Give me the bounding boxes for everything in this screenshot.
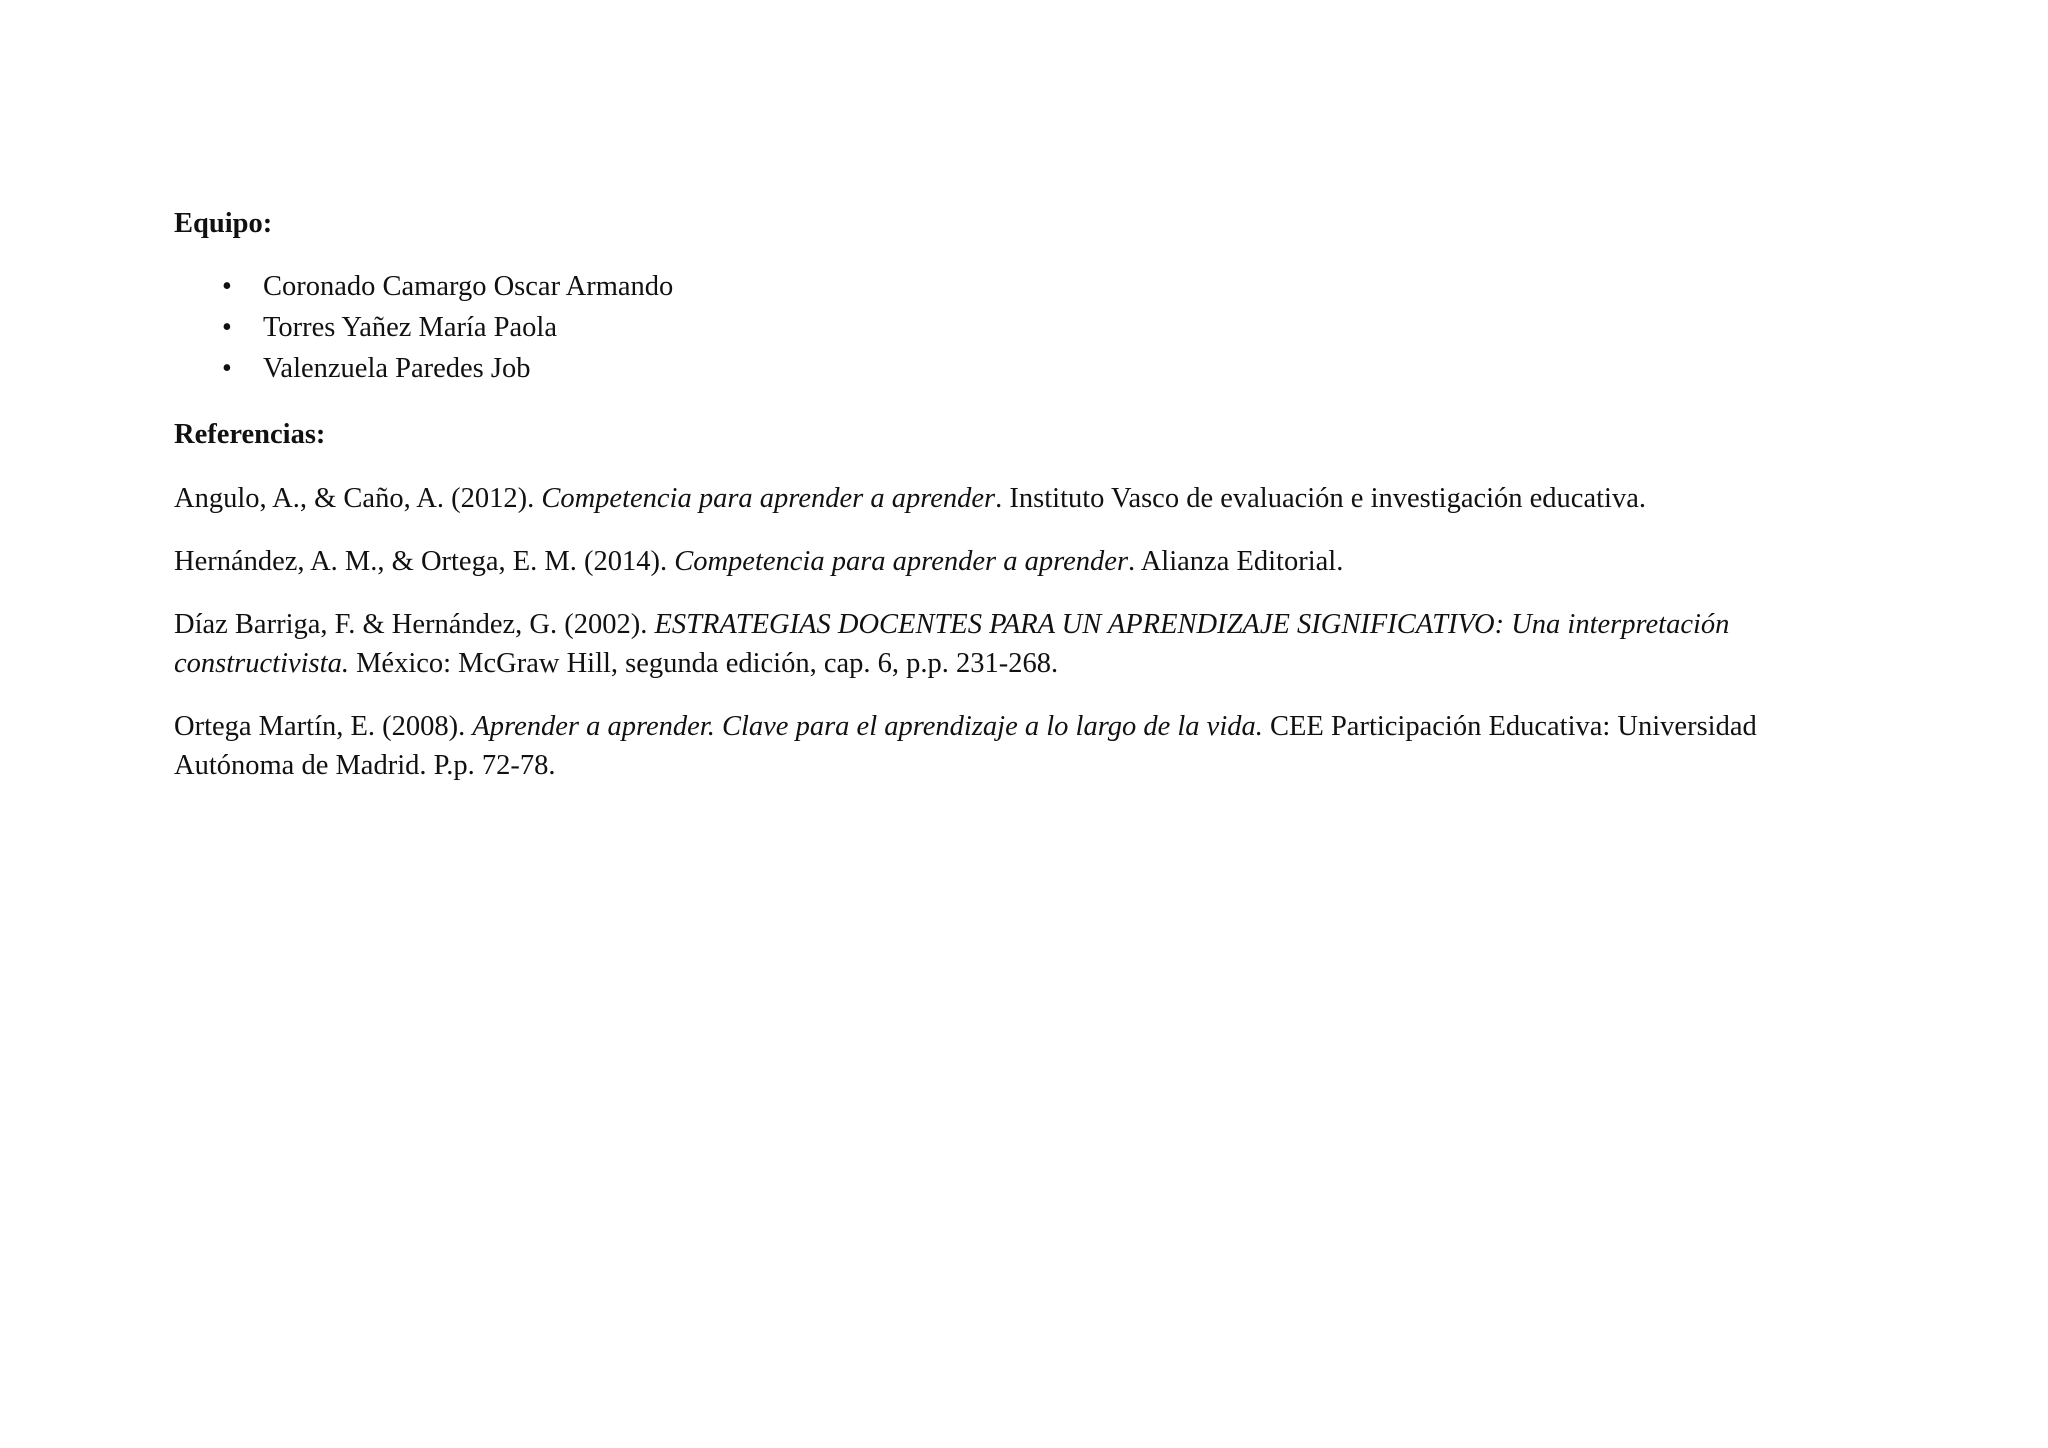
team-member-name: Valenzuela Paredes Job bbox=[263, 353, 531, 384]
bullet-icon: • bbox=[222, 271, 232, 302]
bullet-icon: • bbox=[222, 312, 232, 343]
reference-title: Competencia para aprender a aprender bbox=[674, 546, 1129, 577]
reference-entry bbox=[174, 707, 1874, 785]
list-item bbox=[174, 266, 1874, 307]
reference-publisher: . Instituto Vasco de evaluación e investigación educativa. bbox=[995, 483, 1646, 514]
document-page bbox=[174, 204, 1874, 785]
reference-authors: Angulo, A., & Caño, A. (2012). bbox=[174, 483, 542, 514]
reference-entry bbox=[174, 542, 1874, 581]
reference-publisher: CEE Participación Educativa: Universidad Autónoma de Madrid. P.p. 72-78. bbox=[174, 711, 1757, 781]
team-member-name: Torres Yañez María Paola bbox=[263, 312, 558, 343]
team-heading: Equipo: bbox=[174, 208, 273, 239]
reference-entry bbox=[174, 479, 1874, 518]
reference-authors: Ortega Martín, E. (2008). bbox=[174, 711, 473, 742]
references-heading: Referencias: bbox=[174, 419, 326, 450]
bullet-icon: • bbox=[222, 353, 232, 384]
reference-authors: Hernández, A. M., & Ortega, E. M. (2014). bbox=[174, 546, 675, 577]
reference-title: Competencia para aprender a aprender bbox=[541, 483, 996, 514]
reference-publisher: México: McGraw Hill, segunda edición, cap. 6, p.p. 231-268. bbox=[348, 648, 1059, 679]
list-item bbox=[174, 307, 1874, 348]
reference-entry bbox=[174, 605, 1874, 683]
team-list bbox=[174, 266, 1874, 389]
team-member-name: Coronado Camargo Oscar Armando bbox=[263, 271, 674, 302]
list-item bbox=[174, 348, 1874, 389]
reference-publisher: . Alianza Editorial. bbox=[1128, 546, 1344, 577]
reference-title: Aprender a aprender. Clave para el aprendizaje a lo largo de la vida. bbox=[472, 711, 1263, 742]
reference-title: ESTRATEGIAS DOCENTES PARA UN APRENDIZAJE SIGNIFICATIVO: Una interpretación constructivista. bbox=[174, 609, 1730, 679]
reference-authors: Díaz Barriga, F. & Hernández, G. (2002). bbox=[174, 609, 655, 640]
